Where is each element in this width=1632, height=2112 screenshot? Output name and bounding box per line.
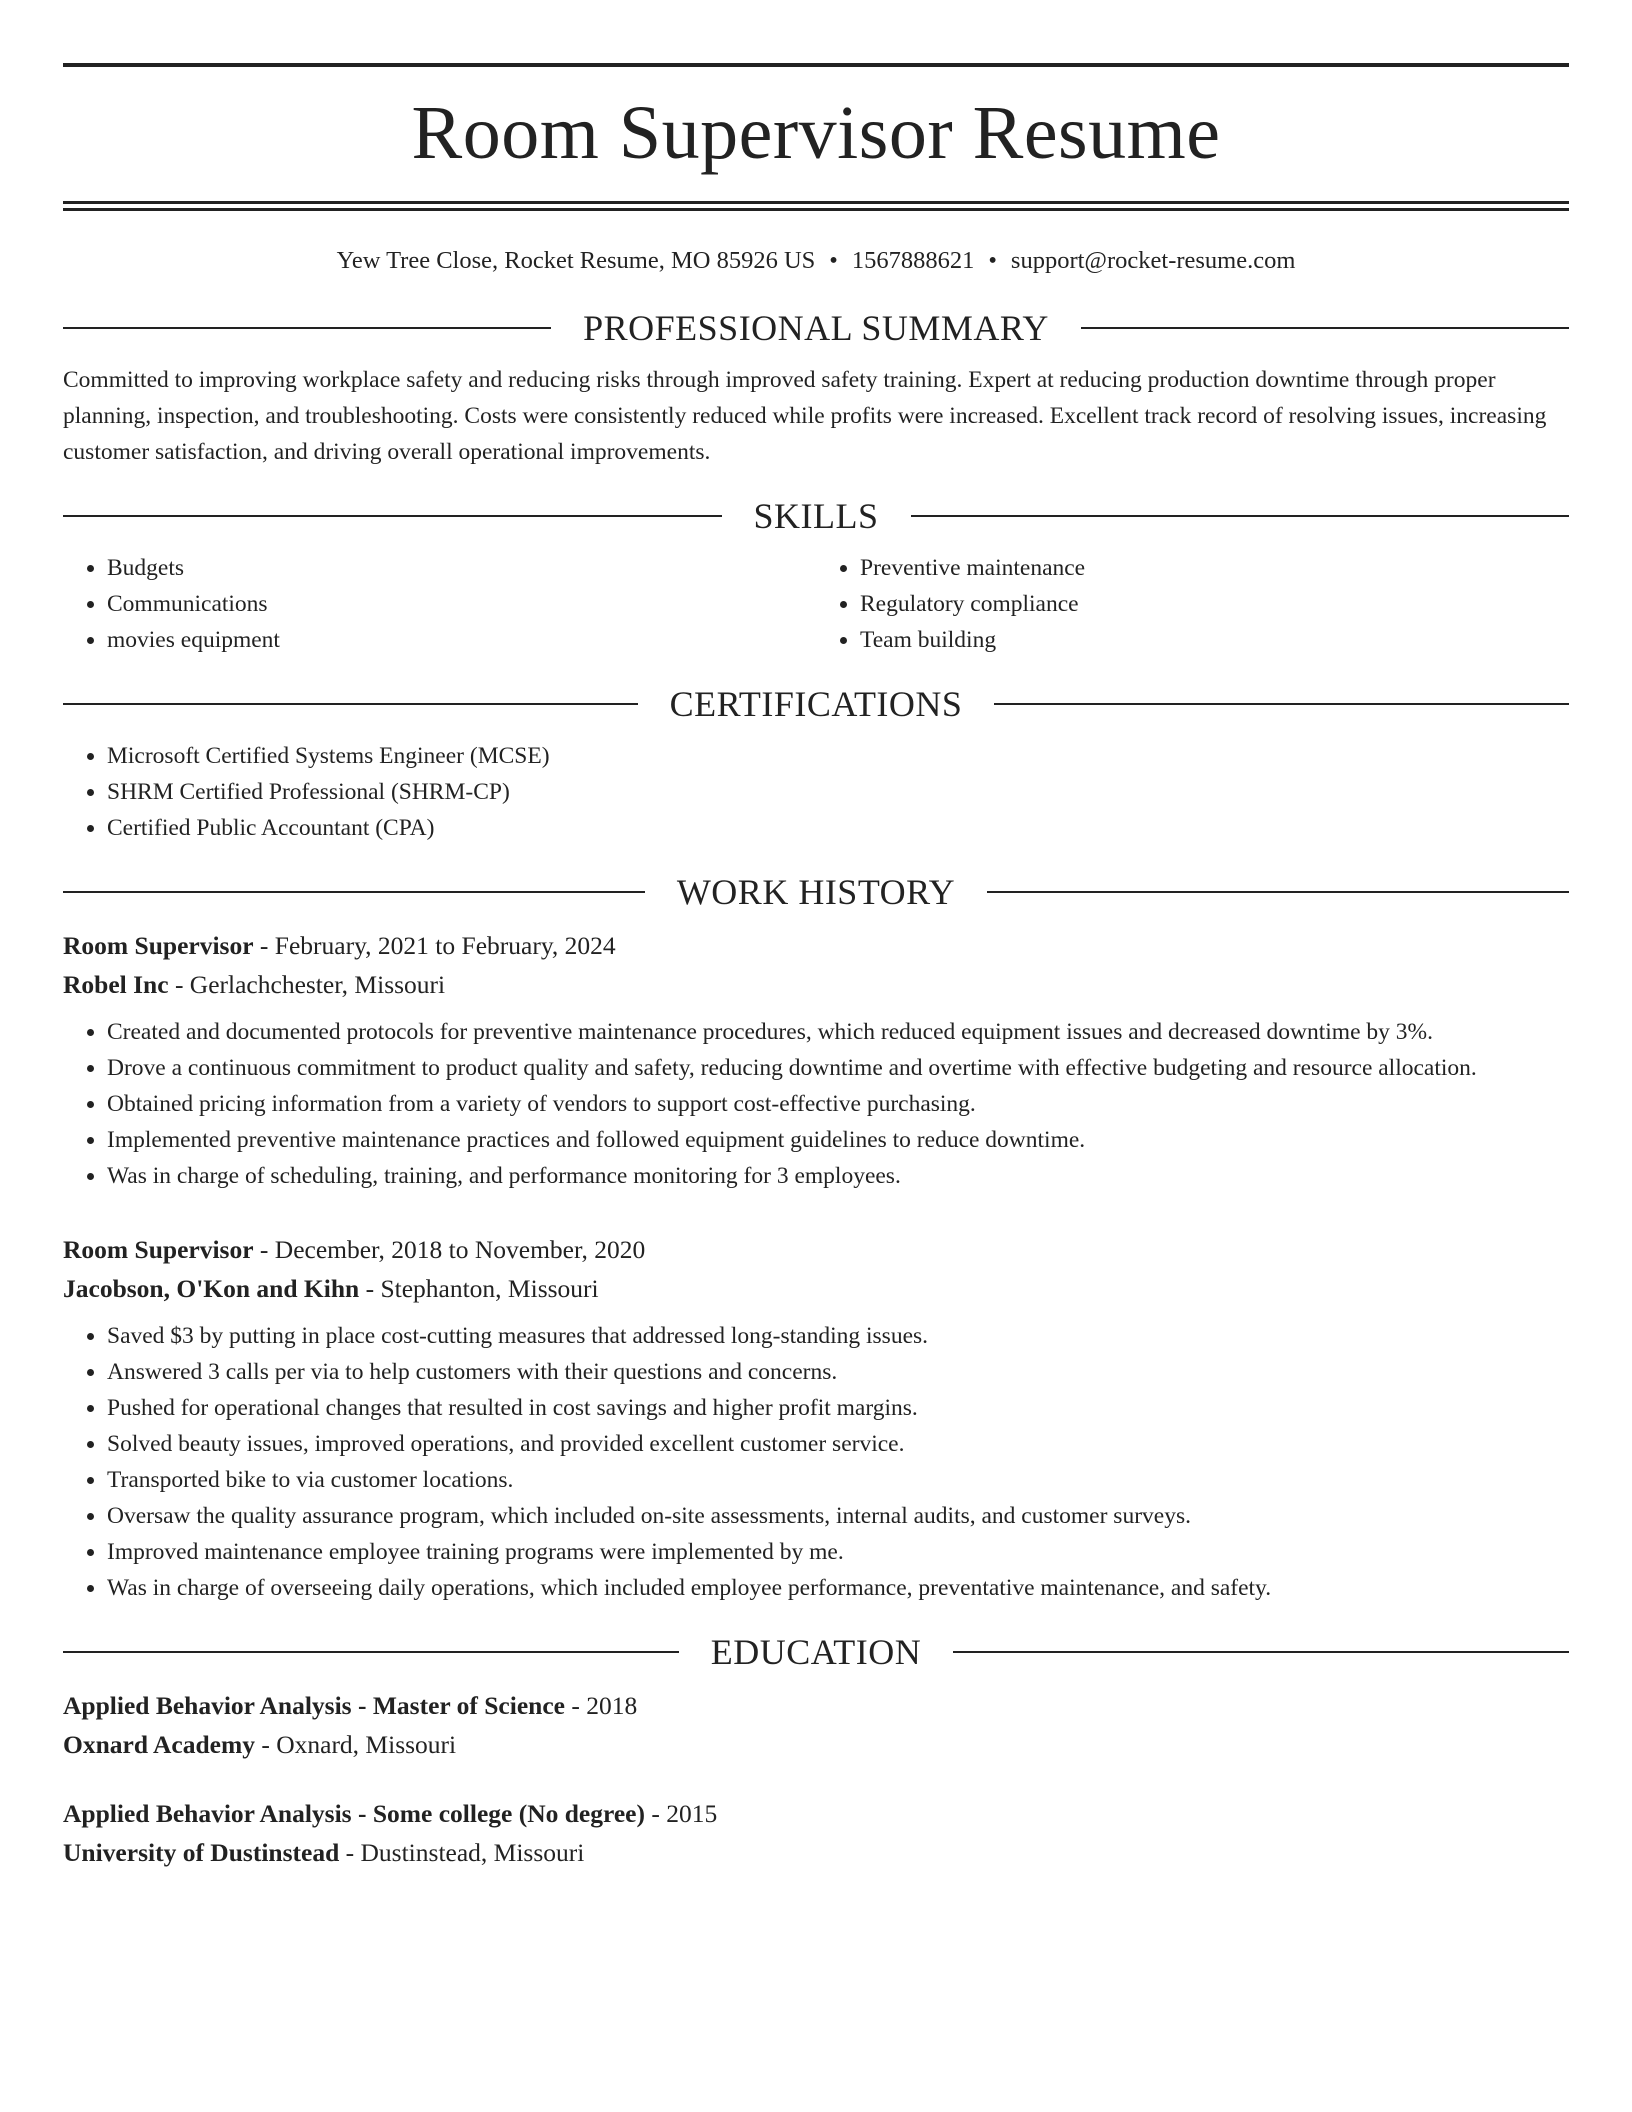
section-header-education bbox=[63, 1632, 1569, 1672]
contact-separator: • bbox=[988, 247, 997, 274]
section-header-certifications bbox=[63, 684, 1569, 724]
section-title: CERTIFICATIONS bbox=[669, 684, 963, 724]
skill-item: • movies equipment bbox=[107, 622, 816, 658]
contact-phone: 1567888621 bbox=[851, 247, 975, 274]
job-dates: - February, 2021 to February, 2024 bbox=[253, 931, 616, 960]
education-entry bbox=[63, 1794, 1569, 1872]
job-location: - Stephanton, Missouri bbox=[359, 1274, 599, 1303]
divider-line bbox=[63, 515, 722, 517]
job-bullet: • Was in charge of overseeing daily operations, which included employee performance, preventative maintenance, and safety. bbox=[107, 1570, 1569, 1606]
certifications-list bbox=[63, 738, 1569, 846]
contact-line bbox=[63, 246, 1569, 276]
contact-address: Yew Tree Close, Rocket Resume, MO 85926 US bbox=[336, 247, 816, 274]
skills-list-left bbox=[63, 550, 816, 658]
job-company-line bbox=[63, 1269, 1569, 1308]
divider-line bbox=[1081, 327, 1569, 329]
job-bullet: • Implemented preventive maintenance practices and followed equipment guidelines to reduce downtime. bbox=[107, 1122, 1569, 1158]
job-bullets bbox=[63, 1014, 1569, 1194]
divider-line bbox=[911, 515, 1570, 517]
certification-item: • SHRM Certified Professional (SHRM-CP) bbox=[107, 774, 1569, 810]
job-bullet: • Saved $3 by putting in place cost-cutting measures that addressed long-standing issues. bbox=[107, 1318, 1569, 1354]
job-company: Robel Inc bbox=[63, 970, 169, 999]
skill-item: • Team building bbox=[860, 622, 1569, 658]
summary-text: Committed to improving workplace safety and reducing risks through improved safety training. Expert at reducing production downtime through proper planning, inspection, and troubleshooting. Costs were consistently reduced while profits were increased. Excellent track record of resolving issues, increasing customer satisfaction, and driving overall operational improvements. bbox=[63, 367, 1547, 465]
education-degree-line bbox=[63, 1794, 1569, 1833]
skills-grid bbox=[63, 550, 1569, 658]
education-location: - Dustinstead, Missouri bbox=[339, 1838, 585, 1867]
divider-line bbox=[63, 891, 645, 893]
education-school: University of Dustinstead bbox=[63, 1838, 340, 1867]
certification-item: • Microsoft Certified Systems Engineer (MCSE) bbox=[107, 738, 1569, 774]
job-location: - Gerlachchester, Missouri bbox=[168, 970, 446, 999]
job-bullet: • Improved maintenance employee training programs were implemented by me. bbox=[107, 1534, 1569, 1570]
section-header-skills bbox=[63, 496, 1569, 536]
job-dates: - December, 2018 to November, 2020 bbox=[253, 1235, 646, 1264]
job-title: Room Supervisor bbox=[63, 931, 254, 960]
job-bullet: • Transported bike to via customer locations. bbox=[107, 1462, 1569, 1498]
job-bullet: • Was in charge of scheduling, training, and performance monitoring for 3 employees. bbox=[107, 1158, 1569, 1194]
double-rule bbox=[63, 201, 1569, 211]
education-school: Oxnard Academy bbox=[63, 1730, 255, 1759]
job-bullet: • Created and documented protocols for preventive maintenance procedures, which reduced equipment issues and decreased downtime by 3%. bbox=[107, 1014, 1569, 1050]
education-degree: Applied Behavior Analysis - Some college (No degree) bbox=[63, 1799, 645, 1828]
job-bullet: • Pushed for operational changes that resulted in cost savings and higher profit margins. bbox=[107, 1390, 1569, 1426]
job-title-line bbox=[63, 926, 1569, 965]
education-location: - Oxnard, Missouri bbox=[254, 1730, 457, 1759]
divider-line bbox=[63, 1651, 679, 1653]
section-title: PROFESSIONAL SUMMARY bbox=[583, 308, 1049, 348]
divider-line bbox=[987, 891, 1569, 893]
section-header-summary bbox=[63, 308, 1569, 348]
section-title: EDUCATION bbox=[710, 1632, 922, 1672]
job-company: Jacobson, O'Kon and Kihn bbox=[63, 1274, 360, 1303]
job-bullet: • Answered 3 calls per via to help customers with their questions and concerns. bbox=[107, 1354, 1569, 1390]
skill-item: • Regulatory compliance bbox=[860, 586, 1569, 622]
divider-line bbox=[994, 703, 1569, 705]
job-bullet: • Oversaw the quality assurance program, which included on-site assessments, internal audits, and customer surveys. bbox=[107, 1498, 1569, 1534]
education-school-line bbox=[63, 1833, 1569, 1872]
skill-item: • Preventive maintenance bbox=[860, 550, 1569, 586]
section-title: SKILLS bbox=[753, 496, 879, 536]
education-year: - 2018 bbox=[564, 1691, 638, 1720]
top-rule bbox=[63, 63, 1569, 67]
divider-line bbox=[63, 703, 638, 705]
education-year: - 2015 bbox=[644, 1799, 718, 1828]
job-company-line bbox=[63, 965, 1569, 1004]
job-title-line bbox=[63, 1230, 1569, 1269]
job-bullet: • Drove a continuous commitment to product quality and safety, reducing downtime and overtime with effective budgeting and resource allocation. bbox=[107, 1050, 1569, 1086]
job-entry bbox=[63, 926, 1569, 1194]
job-bullets bbox=[63, 1318, 1569, 1606]
job-entry bbox=[63, 1230, 1569, 1606]
education-degree-line bbox=[63, 1686, 1569, 1725]
job-bullet: • Obtained pricing information from a variety of vendors to support cost-effective purchasing. bbox=[107, 1086, 1569, 1122]
skill-item: • Budgets bbox=[107, 550, 816, 586]
divider-line bbox=[63, 327, 551, 329]
education-entry bbox=[63, 1686, 1569, 1764]
job-bullet: • Solved beauty issues, improved operations, and provided excellent customer service. bbox=[107, 1426, 1569, 1462]
certification-item: • Certified Public Accountant (CPA) bbox=[107, 810, 1569, 846]
skills-list-right bbox=[816, 550, 1569, 658]
contact-separator: • bbox=[829, 247, 838, 274]
skill-item: • Communications bbox=[107, 586, 816, 622]
resume-title: Room Supervisor Resume bbox=[411, 91, 1221, 175]
education-degree: Applied Behavior Analysis - Master of Science bbox=[63, 1691, 565, 1720]
education-school-line bbox=[63, 1725, 1569, 1764]
divider-line bbox=[953, 1651, 1569, 1653]
section-header-work bbox=[63, 872, 1569, 912]
contact-email: support@rocket-resume.com bbox=[1010, 247, 1296, 274]
job-title: Room Supervisor bbox=[63, 1235, 254, 1264]
section-title: WORK HISTORY bbox=[676, 872, 956, 912]
